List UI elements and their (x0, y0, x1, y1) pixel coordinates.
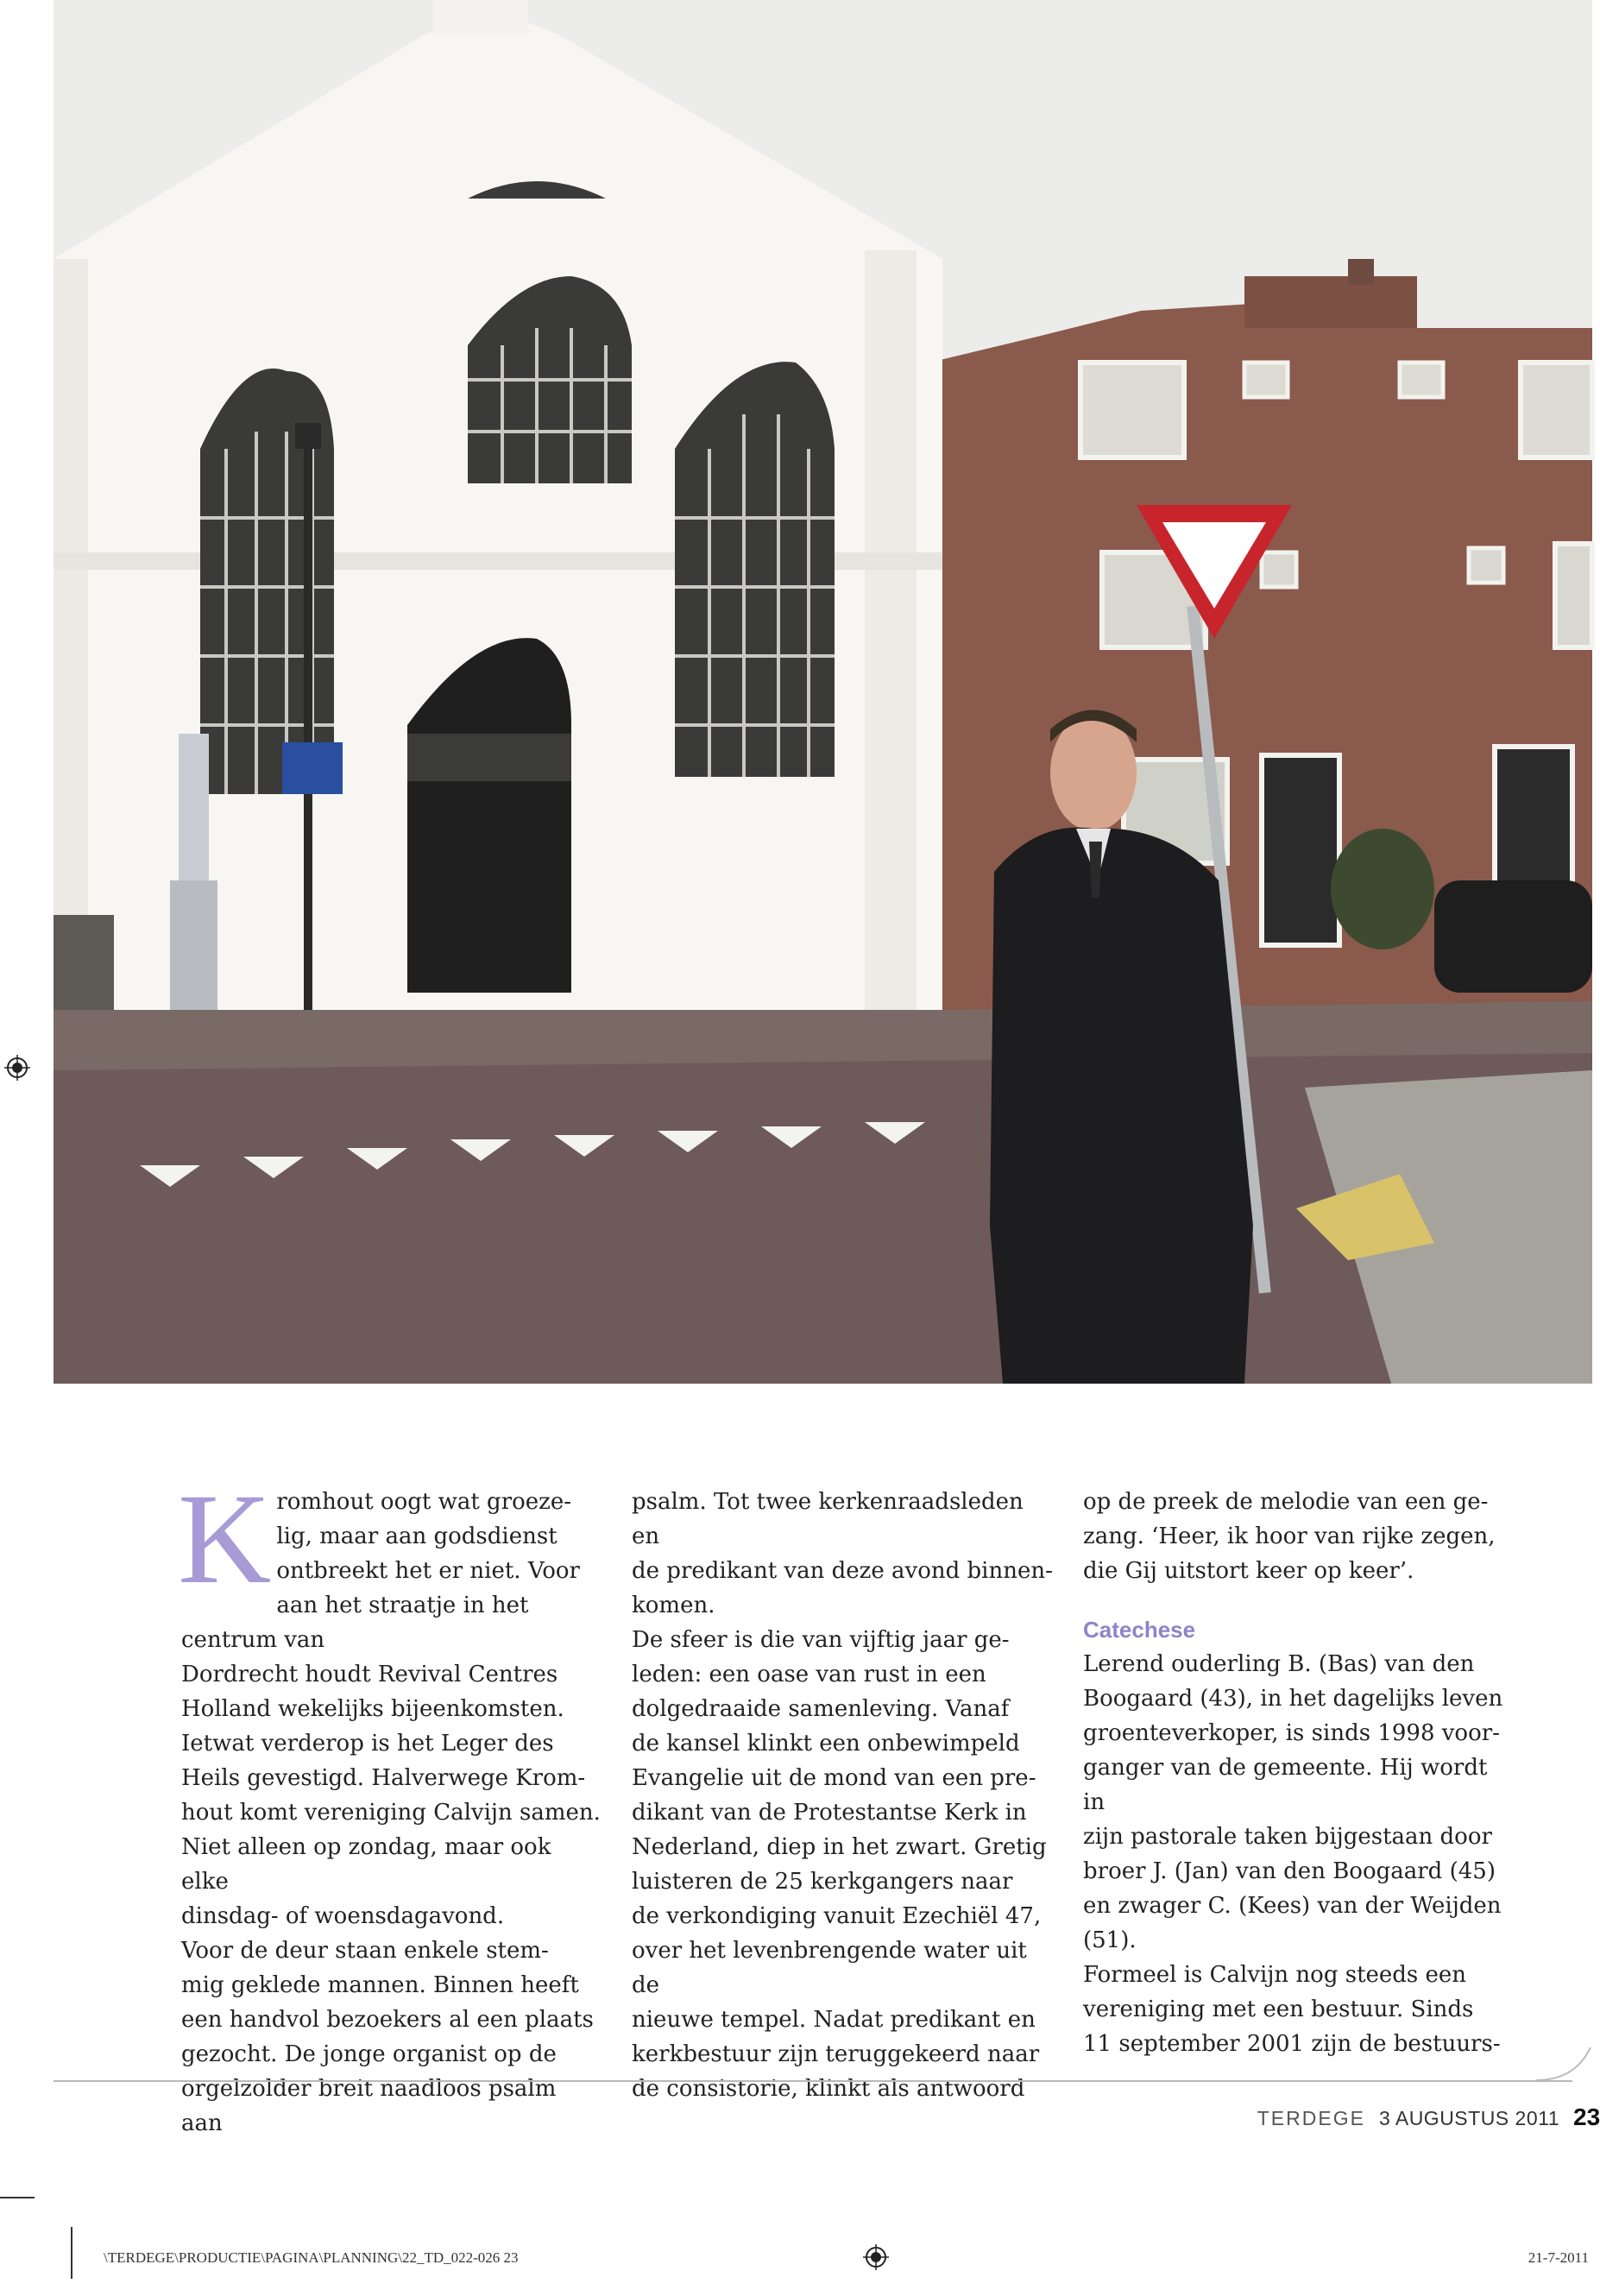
article-column-2 (632, 1485, 1055, 2106)
magazine-name: TERDEGE (1257, 2107, 1365, 2129)
article-column-3 (1083, 1485, 1506, 2061)
column-3-text-intro: op de preek de melodie van een ge- zang. ‘Heer, ik hoor van rijke zegen, die Gij uitstort keer op keer’. (1083, 1489, 1496, 1584)
print-slug-path: \TERDEGE\PRODUCTIE\PAGINA\PLANNING\22_TD_022-026 23 (104, 2249, 519, 2266)
column-3-text-body: Lerend ouderling B. (Bas) van den Boogaard (43), in het dagelijks leven groenteverkoper, is sinds 1998 voor- ganger van de gemeente. Hij wordt in zijn pastorale taken bijgestaan door broer J. (Jan) van den Boogaard (45) en zwager C. (Kees) van der Weijden (51). Formeel is Calvijn nog steeds een vereniging met een bestuur. Sinds 11 september 2001 zijn de bestuurs- (1083, 1651, 1503, 2057)
page-number: 23 (1573, 2104, 1600, 2130)
drop-cap: K (178, 1467, 272, 1611)
section-subheading: Catechese (1083, 1617, 1196, 1643)
crop-mark (0, 2197, 35, 2198)
registration-mark-icon (863, 2244, 889, 2270)
column-2-text: psalm. Tot twee kerkenraadsleden en de predikant van deze avond binnen- komen. De sfeer is die van vijftig jaar ge- leden: een oase van rust in een dolgedraaide samenleving. Vanaf de kansel klinkt een onbewimpeld Evangelie uit de mond van een pre- dikant van de Protestantse Kerk in Nederland, diep in het zwart. Gretig luisteren de 25 kerkgangers naar de verkondiging vanuit Ezechiël 47, over het levenbrengende water uit de nieuwe tempel. Nadat predikant en kerkbestuur zijn teruggekeerd naar de consistorie, klinkt als antwoord (632, 1489, 1053, 2102)
divider-curve (1536, 2046, 1592, 2082)
column-1-text: romhout oogt wat groeze- lig, maar aan godsdienst ontbreekt het er niet. Voor aan het straatje in het centrum van Dordrecht houdt Revival Centres Holland wekelijks bijeenkomsten. Ietwat verderop is het Leger des Heils gevestigd. Halverwege Krom- hout komt vereniging Calvijn samen. Niet alleen op zondag, maar ook elke dinsdag- of woensdagavond. Voor de deur staan enkele stem- mig geklede mannen. Binnen heeft een handvol bezoekers al een plaats gezocht. De jonge organist op de orgelzolder breit naadloos psalm aan (181, 1489, 601, 2136)
issue-date: 3 AUGUSTUS 2011 (1378, 2107, 1559, 2129)
article-column-1 (178, 1467, 604, 2141)
church-street-photo-icon (54, 0, 1592, 1384)
church-street-photo (54, 0, 1592, 1384)
print-slug-date: 21-7-2011 (1528, 2249, 1589, 2266)
crop-mark (71, 2227, 72, 2279)
registration-mark-icon (4, 1055, 30, 1081)
footer-divider (54, 2080, 1572, 2082)
page-footer (1257, 2104, 1600, 2138)
